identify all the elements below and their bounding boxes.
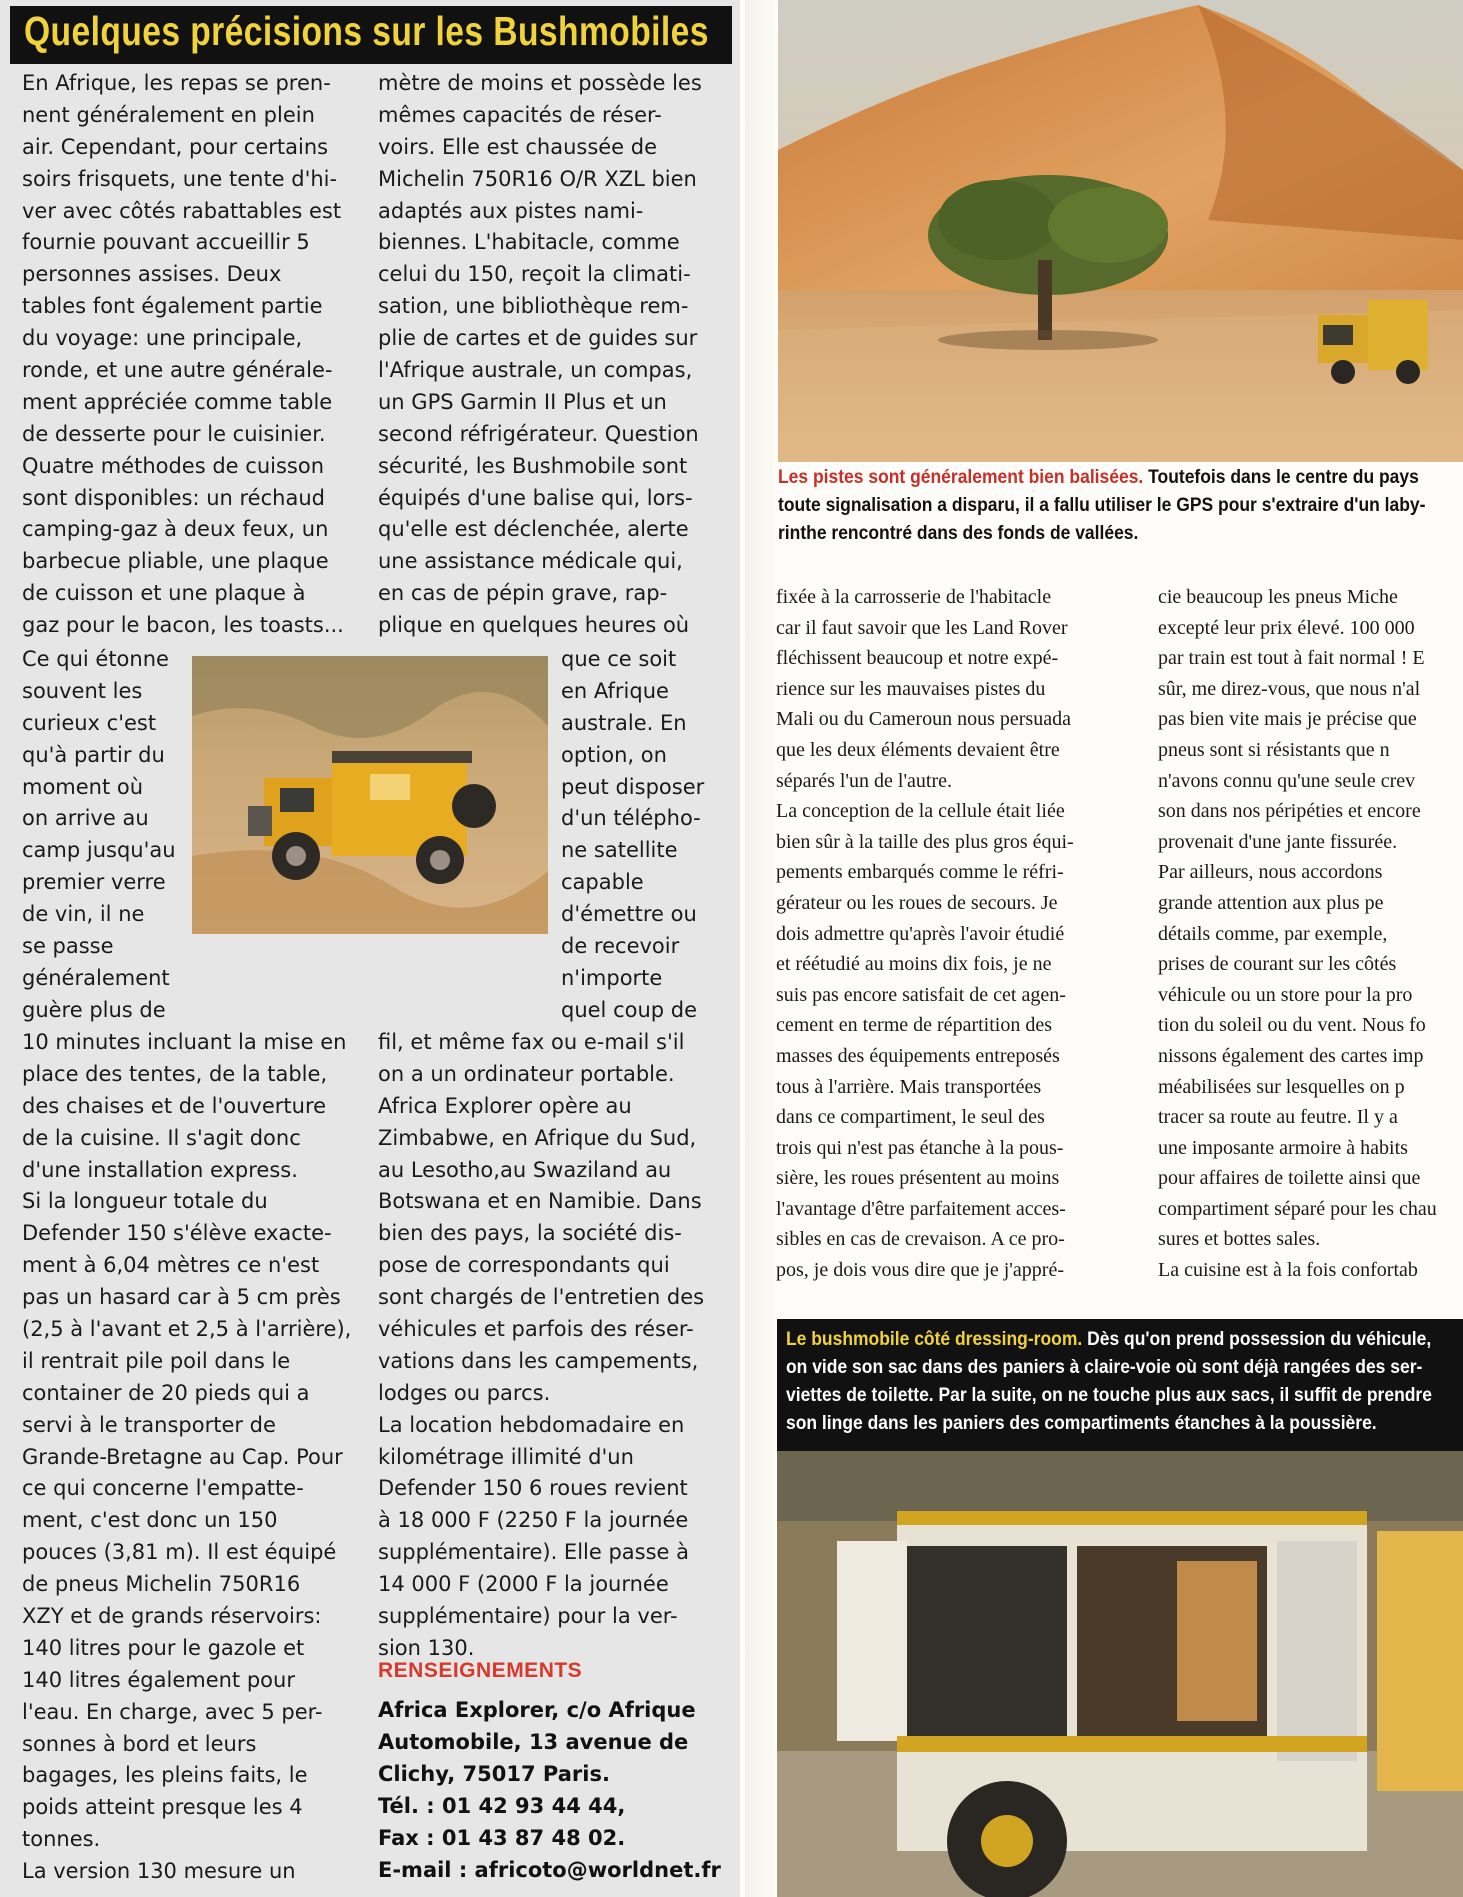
sidebar-text-line: curieux c'est [22, 710, 157, 735]
article-text-line: sûr, me direz-vous, que nous n'al [1158, 677, 1421, 700]
sidebar-col1-top [22, 68, 344, 642]
article-text-line: tion du soleil ou du vent. Nous fo [1158, 1014, 1426, 1037]
sidebar-text-line: bien des pays, la société dis- [378, 1221, 682, 1246]
article-text-line: pour affaires de toilette ainsi que [1158, 1167, 1421, 1190]
sidebar-text-line: on arrive au [22, 806, 149, 831]
article-text-line: La conception de la cellule était liée [776, 800, 1065, 823]
sidebar-text-line: à 18 000 F (2250 F la journée [378, 1508, 689, 1533]
sidebar-text-line: ment à 6,04 mètres ce n'est [22, 1253, 320, 1278]
sidebar-text-line: voirs. Elle est chaussée de [378, 134, 658, 159]
sidebar-text-line: ment, c'est donc un 150 [22, 1508, 278, 1533]
contact-line: E-mail : africoto@worldnet.fr [378, 1858, 721, 1882]
sidebar-text-line: pouces (3,81 m). Il est équipé [22, 1540, 337, 1565]
sidebar-text-line: moment où [22, 774, 144, 799]
sidebar-text-line: ronde, et une autre générale- [22, 358, 333, 383]
sidebar-text-line: capable [561, 870, 644, 895]
sidebar-text-line: d'une installation express. [22, 1157, 298, 1182]
article-text-line: fixée à la carrosserie de l'habitacle [776, 586, 1052, 608]
sidebar-text-line: air. Cependant, pour certains [22, 134, 329, 159]
sidebar-text-line: de desserte pour le cuisinier. [22, 421, 326, 446]
article-text-line: pos, je dois vous dire que je j'appré- [776, 1259, 1064, 1282]
article-text-line: pneus sont si résistants que n [1158, 738, 1390, 761]
caption-highlight: Les pistes sont généralement bien balisées. [778, 467, 1144, 488]
sidebar-text-line: second réfrigérateur. Question [378, 421, 699, 446]
caption-line: toute signalisation a disparu, il a fallu utiliser le GPS pour s'extraire d'un laby- [778, 495, 1426, 516]
sidebar-text-line: place des tentes, de la table, [22, 1061, 328, 1086]
sidebar-text-line: des chaises et de l'ouverture [22, 1093, 327, 1118]
article-col1 [776, 582, 1074, 1286]
contact-line: Tél. : 01 42 93 44 44, [378, 1794, 626, 1818]
desert-dune-photo [778, 0, 1463, 462]
sidebar-text-line: personnes assises. Deux [22, 262, 282, 287]
sidebar-text-line: nent généralement en plein [22, 102, 315, 127]
sidebar-text-line: sion 130. [378, 1635, 475, 1660]
sidebar-text-line: bagages, les pleins faits, le [22, 1763, 308, 1788]
article-text-line: l'avantage d'être parfaitement acces- [776, 1197, 1066, 1220]
sidebar-text-line: tonnes. [22, 1827, 101, 1852]
sidebar-text-line: celui du 150, reçoit la climati- [378, 262, 691, 287]
article-text-line: cement en terme de répartition des [776, 1014, 1052, 1037]
article-text-line: rience sur les mauvaises pistes du [776, 677, 1046, 700]
sidebar-text-line: ver avec côtés rabattables est [22, 198, 342, 223]
caption-text: Toutefois dans le centre du pays [1143, 467, 1419, 488]
article-text-line: gérateur ou les roues de secours. Je [776, 891, 1058, 914]
info-heading: RENSEIGNEMENTS [378, 1659, 583, 1682]
sidebar-text-line: option, on [561, 742, 667, 767]
sidebar-text-line: (2,5 à l'avant et 2,5 à l'arrière), [22, 1317, 352, 1342]
sidebar-text-line: Africa Explorer opère au [378, 1093, 632, 1118]
sidebar-text-line: lodges ou parcs. [378, 1380, 551, 1405]
sidebar-text-line: plie de cartes et de guides sur [378, 326, 698, 351]
bottom-photo-caption [786, 1326, 1432, 1438]
article-text-line: car il faut savoir que les Land Rover [776, 616, 1068, 639]
sidebar-text-line: en cas de pépin grave, rap- [378, 581, 668, 606]
sidebar-text-line: se passe [22, 934, 114, 959]
sidebar-text-line: supplémentaire). Elle passe à [378, 1540, 690, 1565]
sidebar-text-line: premier verre [22, 870, 166, 895]
article-text-line: pements embarqués comme le réfri- [776, 861, 1064, 884]
caption-line: rinthe rencontré dans des fonds de vallées. [778, 523, 1139, 544]
sidebar-text-line: La version 130 mesure un [22, 1859, 296, 1884]
article-text-line: n'avons connu qu'une seule crev [1158, 769, 1416, 792]
article-text-line: séparés l'un de l'autre. [776, 769, 953, 792]
sidebar-text-line: pas un hasard car à 5 cm près [22, 1285, 341, 1310]
sidebar-text-line: Ce qui étonne [22, 647, 169, 671]
article-text-line: que les deux éléments devaient être [776, 738, 1060, 761]
sidebar-text-line: généralement [22, 965, 170, 990]
sidebar-text-line: Defender 150 s'élève exacte- [22, 1221, 332, 1246]
sidebar-text-line: de pneus Michelin 750R16 [22, 1572, 301, 1597]
article-text-line: son dans nos péripéties et encore [1158, 800, 1421, 823]
sidebar-text-line: fournie pouvant accueillir 5 [22, 230, 310, 255]
sidebar-text-line: mêmes capacités de réser- [378, 102, 662, 127]
sidebar-text-line: Michelin 750R16 O/R XZL bien [378, 166, 697, 191]
sidebar-text-line: fil, et même fax ou e-mail s'il [378, 1030, 685, 1054]
sidebar-text-line: vations dans les campements, [378, 1348, 699, 1373]
sidebar-text-line: véhicules et parfois des réser- [378, 1317, 694, 1342]
sidebar-text-line: de cuisson et une plaque à [22, 581, 306, 606]
sidebar-text-line: ment appréciée comme table [22, 389, 333, 414]
sidebar-text-line: kilométrage illimité d'un [378, 1444, 634, 1469]
sidebar-text-line: un GPS Garmin II Plus et un [378, 389, 667, 414]
sidebar-text-line: pose de correspondants qui [378, 1253, 670, 1278]
title-band [10, 6, 732, 64]
sidebar-text-line: du voyage: une principale, [22, 326, 303, 351]
sidebar-col1-bottom [22, 1027, 351, 1888]
article-text-line: sibles en cas de crevaison. A ce pro- [776, 1228, 1065, 1251]
sidebar-text-line: ne satellite [561, 838, 678, 863]
sidebar-text-line: l'eau. En charge, avec 5 per- [22, 1699, 323, 1724]
article-text-line: une imposante armoire à habits [1158, 1136, 1408, 1159]
sidebar-text-line: gaz pour le bacon, les toasts... [22, 613, 344, 638]
article-text-line: tracer sa route au feutre. Il y a [1158, 1106, 1398, 1129]
sidebar-text-line: soirs frisquets, une tente d'hi- [22, 166, 338, 191]
page-gutter [745, 0, 775, 1897]
sidebar-text-line: peut disposer [561, 774, 705, 799]
sidebar-text-line: 140 litres également pour [22, 1667, 295, 1692]
sidebar-text-line: plique en quelques heures où [378, 613, 690, 638]
sidebar-text-line: de vin, il ne [22, 902, 145, 927]
sidebar-text-line: 10 minutes incluant la mise en [22, 1030, 347, 1054]
sidebar-text-line: container de 20 pieds qui a [22, 1380, 310, 1405]
article-text-line: fléchissent beaucoup et notre expé- [776, 647, 1059, 670]
caption-line: on vide son sac dans des paniers à claire-voie où sont déjà rangées des ser- [786, 1357, 1423, 1378]
sidebar-text-line: il rentrait pile poil dans le [22, 1348, 291, 1373]
article-text-line: excepté leur prix élevé. 100 000 [1158, 616, 1415, 639]
sidebar-text-line: que ce soit [561, 647, 677, 671]
article-text-line: tous à l'arrière. Mais transportées [776, 1075, 1042, 1098]
land-rover-photo [192, 656, 548, 934]
sidebar-text-line: une assistance médicale qui, [378, 549, 683, 574]
caption-line: son linge dans les paniers des compartiments étanches à la poussière. [786, 1413, 1377, 1434]
article-text-line: masses des équipements entreposés [776, 1044, 1060, 1067]
sidebar-text-line: d'un télépho- [561, 806, 701, 831]
article-text-line: provenait d'une jante fissurée. [1158, 830, 1398, 853]
article-text-line: Par ailleurs, nous accordons [1158, 861, 1383, 884]
caption-line: viettes de toilette. Par la suite, on ne touche plus aux sacs, il suffit de prendre [786, 1385, 1432, 1406]
article-text-line: trois qui n'est pas étanche à la pous- [776, 1136, 1064, 1159]
sidebar-text-line: ce qui concerne l'empatte- [22, 1476, 304, 1501]
sidebar-text-line: 14 000 F (2000 F la journée [378, 1572, 669, 1597]
sidebar-text-line: Si la longueur totale du [22, 1189, 268, 1214]
article-text-line: sière, les roues présentent au moins [776, 1167, 1060, 1190]
sidebar-text-line: 140 litres pour le gazole et [22, 1635, 305, 1660]
sidebar-text-line: guère plus de [22, 997, 166, 1022]
article-text-line: par train est tout à fait normal ! E [1158, 647, 1425, 670]
sidebar-text-line: de la cuisine. Il s'agit donc [22, 1125, 301, 1150]
sidebar-text-line: Zimbabwe, en Afrique du Sud, [378, 1125, 697, 1150]
sidebar-text-line: de recevoir [561, 934, 680, 959]
sidebar-text-line: australe. En [561, 710, 687, 735]
article-col2 [1158, 582, 1437, 1286]
top-photo-caption [778, 464, 1426, 548]
article-text-line: détails comme, par exemple, [1158, 922, 1388, 945]
sidebar-col2-top [378, 68, 702, 642]
article-text-line: méabilisées sur lesquelles on p [1158, 1075, 1405, 1098]
contact-info [378, 1694, 721, 1886]
sidebar-text-line: biennes. L'habitacle, comme [378, 230, 680, 255]
sidebar-text-line: adaptés aux pistes nami- [378, 198, 644, 223]
sidebar-text-line: mètre de moins et possède les [378, 71, 702, 95]
sidebar-text-line: La location hebdomadaire en [378, 1412, 685, 1437]
contact-line: Automobile, 13 avenue de [378, 1730, 689, 1754]
article-text-line: prises de courant sur les côtés [1158, 953, 1397, 976]
article-text-line: Mali ou du Cameroun nous persuada [776, 708, 1071, 731]
sidebar-title: Quelques précisions sur les Bushmobiles [24, 8, 709, 54]
sidebar-text-line: sation, une bibliothèque rem- [378, 294, 689, 319]
article-text-line: dois admettre qu'après l'avoir étudié [776, 922, 1065, 945]
article-text-line: dans ce compartiment, le seul des [776, 1106, 1045, 1129]
contact-line: Clichy, 75017 Paris. [378, 1762, 610, 1786]
contact-line: Fax : 01 43 87 48 02. [378, 1826, 626, 1850]
article-text-line: véhicule ou un store pour la pro [1158, 983, 1413, 1006]
sidebar-text-line: qu'à partir du [22, 742, 165, 767]
sidebar-text-line: d'émettre ou [561, 902, 697, 927]
article-text-line: La cuisine est à la fois confortab [1158, 1259, 1418, 1282]
sidebar-text-line: camping-gaz à deux feux, un [22, 517, 329, 542]
article-text-line: compartiment séparé pour les chau [1158, 1197, 1437, 1220]
caption-text: Dès qu'on prend possession du véhicule, [1082, 1329, 1432, 1350]
sidebar-text-line: supplémentaire) pour la ver- [378, 1604, 678, 1629]
article-text-line: cie beaucoup les pneus Miche [1158, 586, 1398, 608]
sidebar-text-line: sont disponibles: un réchaud [22, 485, 325, 510]
sidebar-text-line: sonnes à bord et leurs [22, 1731, 257, 1756]
article-text-line: et réétudié au moins dix fois, je ne [776, 953, 1052, 976]
sidebar-text-line: l'Afrique australe, un compas, [378, 358, 693, 383]
sidebar-text-line: sécurité, les Bushmobile sont [378, 453, 688, 478]
sidebar-text-line: quel coup de [561, 997, 698, 1022]
article-text-line: sures et bottes sales. [1158, 1228, 1321, 1251]
sidebar-text-line: Grande-Bretagne au Cap. Pour [22, 1444, 343, 1469]
article-text-line: grande attention aux plus pe [1158, 891, 1384, 914]
sidebar-text-line: en Afrique [561, 678, 669, 703]
article-text-line: pas bien vite mais je précise que [1158, 708, 1417, 731]
sidebar-text-line: poids atteint presque les 4 [22, 1795, 303, 1820]
contact-line: Africa Explorer, c/o Afrique [378, 1698, 696, 1722]
caption-highlight: Le bushmobile côté dressing-room. [786, 1329, 1083, 1350]
article-text-line: bien sûr à la taille des plus gros équi- [776, 830, 1074, 853]
sidebar-col1-beside-photo [22, 644, 176, 1027]
sidebar-text-line: équipés d'une balise qui, lors- [378, 485, 693, 510]
sidebar-text-line: Botswana et en Namibie. Dans [378, 1189, 702, 1214]
sidebar-text-line: au Lesotho,au Swaziland au [378, 1157, 672, 1182]
sidebar-text-line: camp jusqu'au [22, 838, 176, 863]
sidebar-text-line: n'importe [561, 965, 663, 990]
sidebar-text-line: sont chargés de l'entretien des [378, 1285, 705, 1310]
sidebar-text-line: servi à le transporter de [22, 1412, 276, 1437]
article-text-line: suis pas encore satisfait de cet agen- [776, 983, 1066, 1006]
sidebar-text-line: on a un ordinateur portable. [378, 1061, 675, 1086]
sidebar-text-line: Quatre méthodes de cuisson [22, 453, 324, 478]
sidebar-text-line: qu'elle est déclenchée, alerte [378, 517, 689, 542]
sidebar-col2-beside-photo [561, 644, 704, 1027]
article-text-line: nissons également des cartes imp [1158, 1044, 1424, 1067]
dressing-room-photo [777, 1451, 1463, 1897]
sidebar-text-line: tables font également partie [22, 294, 323, 319]
sidebar-col2-bottom [378, 1027, 704, 1665]
sidebar-text-line: XZY et de grands réservoirs: [22, 1604, 322, 1629]
sidebar-text-line: barbecue pliable, une plaque [22, 549, 329, 574]
sidebar-text-line: En Afrique, les repas se pren- [22, 71, 331, 95]
sidebar-text-line: Defender 150 6 roues revient [378, 1476, 688, 1501]
sidebar-text-line: souvent les [22, 678, 143, 703]
